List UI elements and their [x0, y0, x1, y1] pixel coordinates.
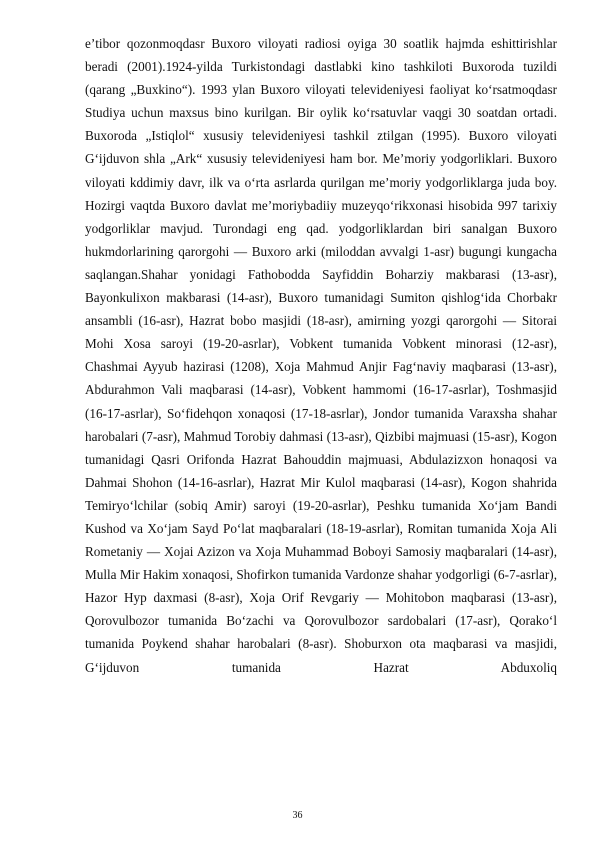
page-number: 36	[292, 810, 303, 821]
body-paragraph: eʼtibor qozonmoqdasr Buxoro viloyati radiosi oyiga 30 soatlik hajmda eshittirishlar beradi (2001).1924-yilda Turkistondagi dastlabki kino tashkiloti Buxoroda tuzildi (qarang „Buxkino“). 1993 ylan Buxoro viloyati televideniyesi faoliyat koʻrsatmoqdasr Studiya uchun maxsus bino kurilgan. Bir oylik koʻrsatuvlar vaqgi 30 soatdan ortadi. Buxoroda „Istiqlol“ xususiy televideniyesi tashkil ztilgan (1995). Buxoro viloyati Gʻijduvon shla „Ark“ xususiy televideniyesi ham bor. Meʼmoriy yodgorliklari. Buxoro viloyati kddimiy davr, ilk va oʻrta asrlarda qurilgan meʼmoriy yodgorliklarga juda boy. Hozirgi vaqtda Buxoro davlat meʼmoriybadiiy muzeyqoʻrikxonasi hisobida 997 tarixiy yodgorliklar mavjud. Turondagi eng qad. yodgorliklardan biri sanalgan Buxoro hukmdorlarining qarorgohi — Buxoro arki (miloddan avvalgi 1-asr) bugungi kungacha saqlangan.Shahar yonidagi Fathobodda Sayfiddin Boharziy makbarasi (13-asr), Bayonkulixon makbarasi (14-asr), Buxoro tumanidagi Sumiton qishlogʻida Chorbakr ansambli (16-asr), Hazrat bobo masjidi (18-asr), amirning yozgi qarorgohi — Sitorai Mohi Xosa saroyi (19-20-asrlar), Vobkent tumanida Vobkent minorasi (12-asr), Chashmai Ayyub hazirasi (1208), Xoja Mahmud Anjir Fagʻnaviy maqbarasi (13-asr), Abdurahmon Vali maqbarasi (14-asr), Vobkent hammomi (16-17-asrlar), Toshmasjid (16-17-asrlar), Soʻfidehqon xonaqosi (17-18-asrlar), Jondor tumanida Varaxsha shahar harobalari (7-asr), Mahmud Torobiy dahmasi (13-asr), Qizbibi majmuasi (15-asr), Kogon tumanidagi Qasri Orifonda Hazrat Bahouddin majmuasi, Abdulazizxon honaqosi va Dahmai Shohon (14-16-asrlar), Hazrat Mir Kulol maqbarasi (14-asr), Kogon shahrida Temiryoʻlchilar (sobiq Amir) saroyi (19-20-asrlar), Peshku tumanida Xoʻjam Bandi Kushod va Xoʻjam Sayd Poʻlat maqbaralari (18-19-asrlar), Romitan tumanida Xoja Ali Rometaniy — Xojai Azizon va Xoja Muhammad Boboyi Samosiy maqbaralari (14-asr), Mulla Mir Hakim xonaqosi, Shofirkon tumanida Vardonze shahar yodgorligi (6-7-asrlar), Hazor Hyp daxmasi (8-asr), Xoja Orif Revgariy — Mohitobon maqbarasi (13-asr), Qorovulbozor tumanida Boʻzachi va Qorovulbozor sardobalari (17-asr), Qorakoʻl tumanida Poykend shahar harobalari (8-asr). Shoburxon ota maqbarasi va masjidi, Gʻijduvon tumanida Hazrat Abduxoliq	[85, 36, 557, 675]
page-body	[85, 32, 557, 679]
